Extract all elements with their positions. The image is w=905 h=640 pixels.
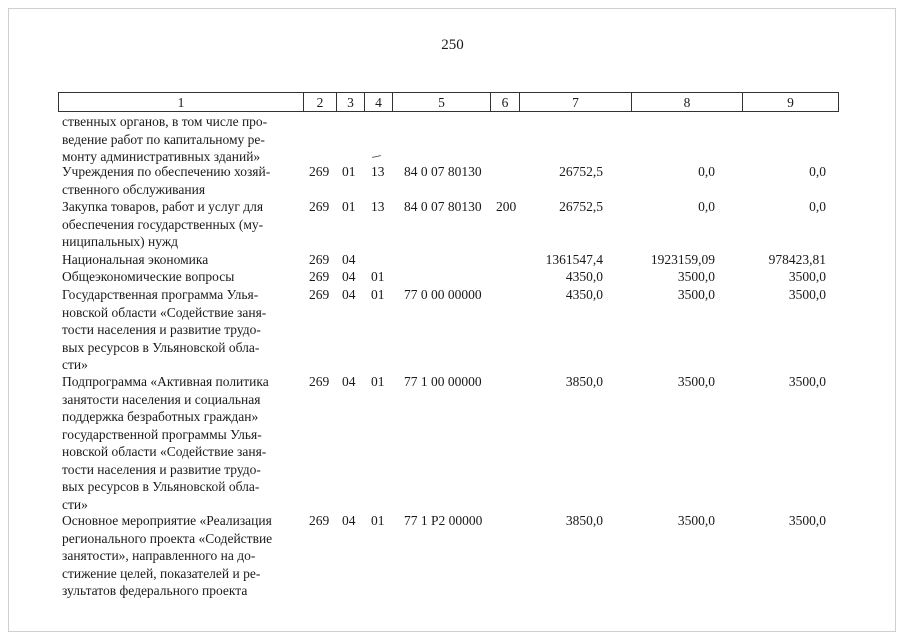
row-code-2: 269: [309, 269, 330, 284]
row-amount-9: 3500,0: [788, 374, 826, 389]
row-amount-9: 978423,81: [768, 252, 826, 267]
row-description: Государственная программа Улья- новской области «Содействие заня- тости населения и развитие трудо- вых ресурсов в Ульяновской обла- сти»: [62, 287, 267, 372]
row-description: Основное мероприятие «Реализация регионального проекта «Содействие занятости», направленного на до- стижение целей, показателей и ре- зультатов федерального проекта: [62, 513, 273, 598]
row-amount-9: 0,0: [809, 199, 826, 214]
row-amount-9: 3500,0: [788, 287, 826, 302]
column-header-7: 7: [520, 93, 632, 112]
row-amount-7: 1361547,4: [545, 252, 603, 267]
column-header-9: 9: [743, 93, 839, 112]
row-description: ственных органов, в том числе про- ведение работ по капитальному ре- монту административных зданий»: [62, 114, 268, 164]
row-code-5: 77 1 00 00000: [404, 374, 482, 389]
row-code-4: 01: [371, 374, 385, 389]
row-code-2: 269: [309, 287, 330, 302]
row-code-3: 04: [342, 374, 356, 389]
row-code-3: 04: [342, 287, 356, 302]
column-header-4: 4: [365, 93, 393, 112]
row-code-2: 269: [309, 164, 330, 179]
row-code-5: 84 0 07 80130: [404, 164, 482, 179]
row-code-2: 269: [309, 513, 330, 528]
row-amount-7: 26752,5: [559, 164, 603, 179]
row-description: Подпрограмма «Активная политика занятости населения и социальная поддержка безработных граждан» государственной программы Улья- новской области «Содействие заня- тости населения и развитие трудо- вых ресурсов в Ульяновской обла- сти»: [62, 374, 269, 512]
column-header-5: 5: [393, 93, 491, 112]
row-amount-7: 3850,0: [565, 513, 603, 528]
row-code-3: 01: [342, 164, 356, 179]
row-code-5: 84 0 07 80130: [404, 199, 482, 214]
row-amount-7: 4350,0: [565, 269, 603, 284]
row-amount-8: 3500,0: [677, 513, 715, 528]
row-amount-9: 0,0: [809, 164, 826, 179]
row-description: Закупка товаров, работ и услуг для обеспечения государственных (му- ниципальных) нужд: [62, 199, 264, 249]
row-amount-9: 3500,0: [788, 513, 826, 528]
row-amount-8: 1923159,09: [650, 252, 715, 267]
row-code-5: 77 1 Р2 00000: [404, 513, 483, 528]
row-amount-7: 3850,0: [565, 374, 603, 389]
row-description: Общеэкономические вопросы: [62, 269, 235, 284]
row-code-4: 13: [371, 199, 385, 214]
row-code-4: 01: [371, 269, 385, 284]
row-code-4: 01: [371, 513, 385, 528]
column-header-3: 3: [337, 93, 365, 112]
row-code-3: 04: [342, 513, 356, 528]
row-code-2: 269: [309, 252, 330, 267]
row-amount-7: 4350,0: [565, 287, 603, 302]
row-code-3: 04: [342, 269, 356, 284]
row-amount-8: 3500,0: [677, 374, 715, 389]
column-header-6: 6: [491, 93, 520, 112]
row-code-4: 13: [371, 164, 385, 179]
column-header-1: 1: [59, 93, 304, 112]
row-code-2: 269: [309, 374, 330, 389]
row-code-5: 77 0 00 00000: [404, 287, 482, 302]
row-code-2: 269: [309, 199, 330, 214]
row-amount-7: 26752,5: [559, 199, 603, 214]
row-amount-8: 3500,0: [677, 269, 715, 284]
column-header-8: 8: [632, 93, 743, 112]
row-amount-9: 3500,0: [788, 269, 826, 284]
row-code-4: 01: [371, 287, 385, 302]
row-code-6: 200: [496, 199, 517, 214]
row-code-3: 04: [342, 252, 356, 267]
row-amount-8: 3500,0: [677, 287, 715, 302]
row-code-3: 01: [342, 199, 356, 214]
column-header-row: [58, 92, 839, 112]
row-amount-8: 0,0: [698, 164, 715, 179]
page-number: 250: [441, 37, 464, 53]
row-amount-8: 0,0: [698, 199, 715, 214]
row-description: Национальная экономика: [62, 252, 209, 267]
column-header-2: 2: [304, 93, 337, 112]
row-description: Учреждения по обеспечению хозяй- ственного обслуживания: [62, 164, 271, 197]
